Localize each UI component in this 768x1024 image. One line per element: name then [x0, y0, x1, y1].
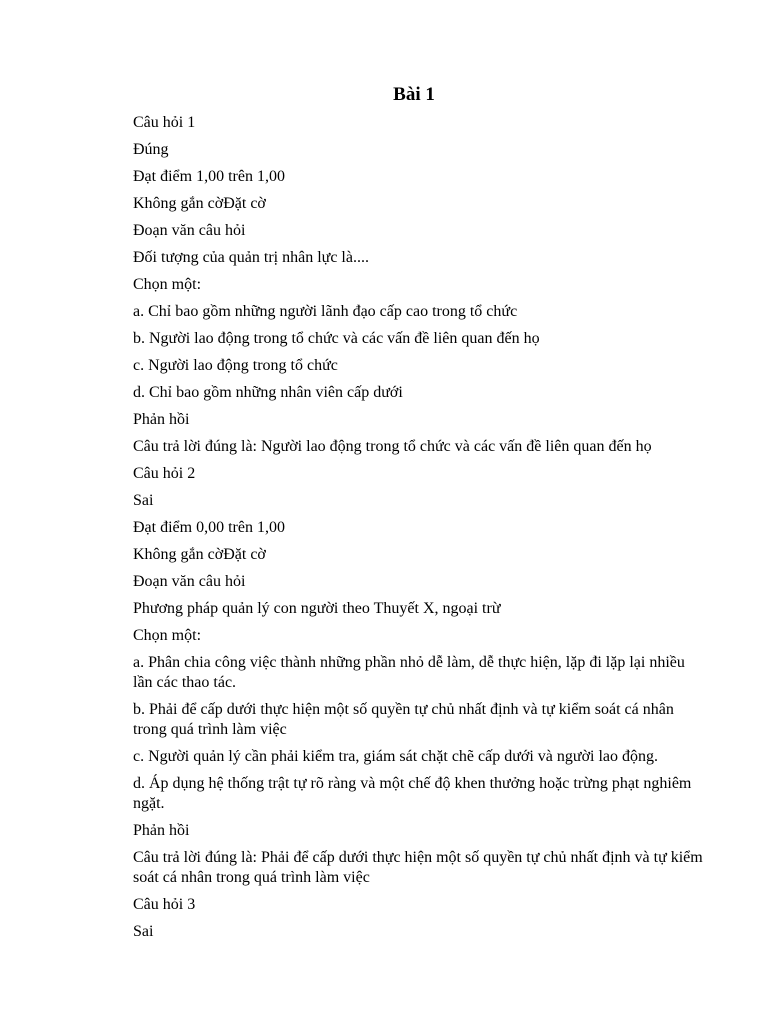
question-2-correct-answer: Câu trả lời đúng là: Phải để cấp dưới thực hiện một số quyền tự chủ nhất định và tự kiểm soát cá nhân trong quá trình làm việc — [133, 849, 703, 886]
question-1-flag: Không gắn cờĐặt cờ — [133, 195, 266, 212]
question-1-option-c: c. Người lao động trong tổ chức — [133, 357, 338, 374]
question-3-status: Sai — [133, 923, 154, 940]
question-1-option-a: a. Chỉ bao gồm những người lãnh đạo cấp cao trong tổ chức — [133, 303, 518, 320]
question-1-score: Đạt điểm 1,00 trên 1,00 — [133, 168, 285, 185]
question-1-correct-answer: Câu trả lời đúng là: Người lao động trong tổ chức và các vấn đề liên quan đến họ — [133, 438, 652, 455]
question-2-feedback-label: Phản hồi — [133, 822, 190, 839]
question-2-number: Câu hỏi 2 — [133, 465, 196, 482]
page-title: Bài 1 — [393, 84, 435, 105]
question-1-status: Đúng — [133, 141, 169, 158]
question-1-text-label: Đoạn văn câu hỏi — [133, 222, 246, 239]
question-1-text: Đối tượng của quản trị nhân lực là.... — [133, 249, 369, 266]
question-1-choose-one: Chọn một: — [133, 276, 202, 293]
question-2-choose-one: Chọn một: — [133, 627, 202, 644]
question-2-option-b: b. Phải để cấp dưới thực hiện một số quyền tự chủ nhất định và tự kiểm soát cá nhân trong quá trình làm việc — [133, 701, 674, 738]
question-2-text-label: Đoạn văn câu hỏi — [133, 573, 246, 590]
question-3-number: Câu hỏi 3 — [133, 896, 196, 913]
question-1-option-d: d. Chỉ bao gồm những nhân viên cấp dưới — [133, 384, 403, 401]
question-1-feedback-label: Phản hồi — [133, 411, 190, 428]
question-2-score: Đạt điểm 0,00 trên 1,00 — [133, 519, 285, 536]
question-2-option-a: a. Phân chia công việc thành những phần nhỏ dễ làm, dễ thực hiện, lặp đi lặp lại nhiều lần các thao tác. — [133, 654, 685, 691]
document-body — [133, 113, 703, 949]
question-2-option-d: d. Áp dụng hệ thống trật tự rõ ràng và một chế độ khen thưởng hoặc trừng phạt nghiêm ngặt. — [133, 775, 692, 812]
question-1-number: Câu hỏi 1 — [133, 114, 196, 131]
question-2-status: Sai — [133, 492, 154, 509]
question-2-option-c: c. Người quản lý cần phải kiểm tra, giám sát chặt chẽ cấp dưới và người lao động. — [133, 748, 659, 765]
question-2-flag: Không gắn cờĐặt cờ — [133, 546, 266, 563]
question-1-option-b: b. Người lao động trong tổ chức và các vấn đề liên quan đến họ — [133, 330, 540, 347]
question-2-text: Phương pháp quản lý con người theo Thuyết X, ngoại trừ — [133, 600, 501, 617]
